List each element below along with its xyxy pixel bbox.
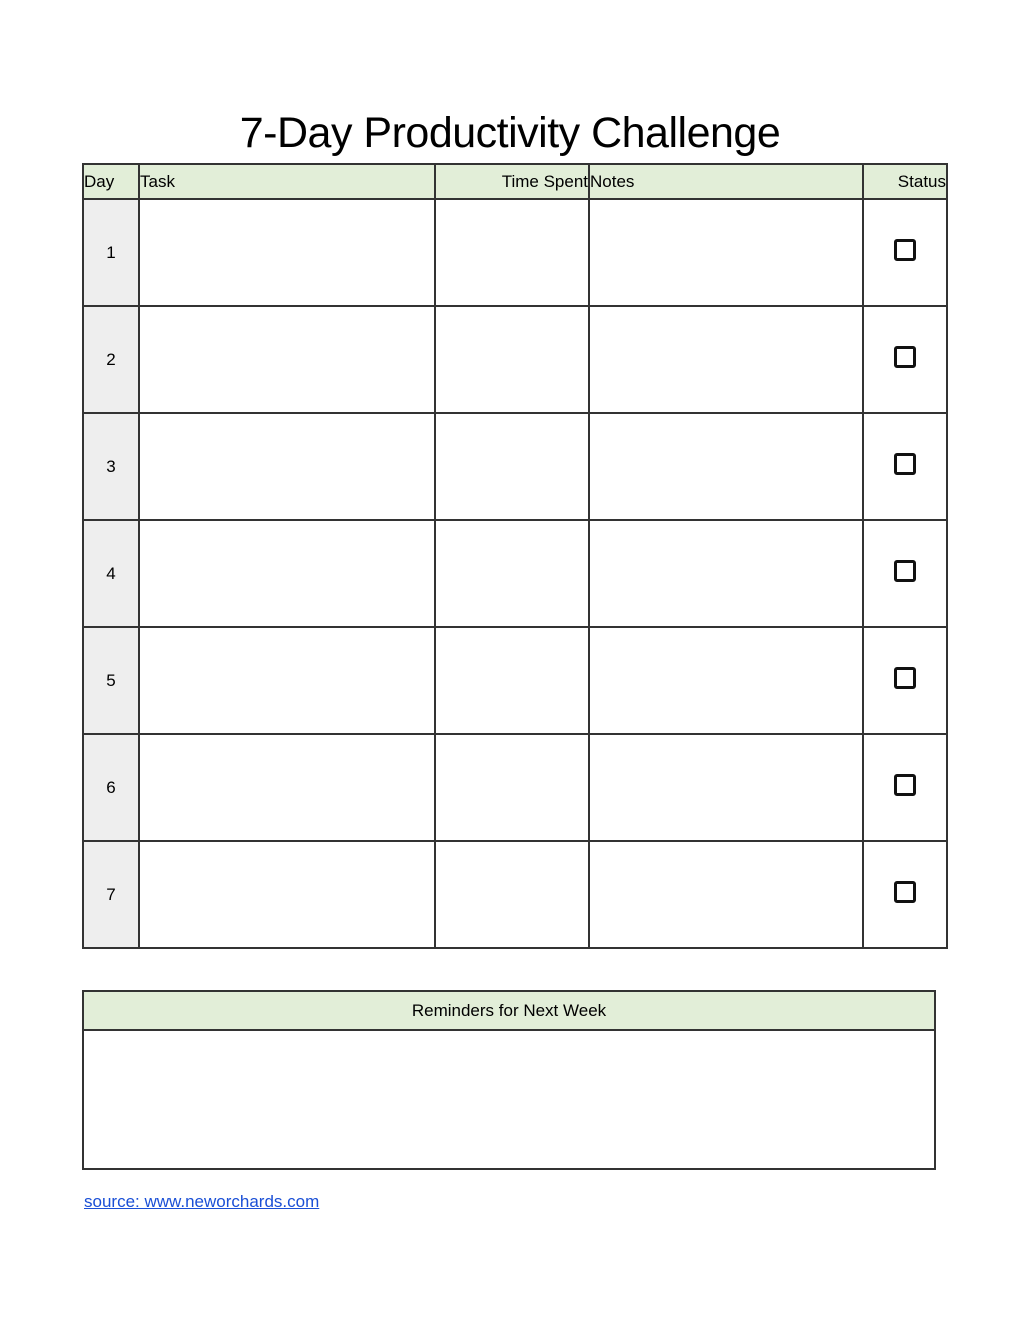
time-input-cell[interactable] <box>435 520 589 627</box>
column-header-day: Day <box>83 164 139 199</box>
reminders-header-row <box>83 991 935 1030</box>
column-header-status: Status <box>863 164 947 199</box>
day-number-cell: 6 <box>83 734 139 841</box>
checkbox-icon[interactable] <box>894 239 916 261</box>
checkbox-icon[interactable] <box>894 774 916 796</box>
notes-input-cell[interactable] <box>589 841 863 948</box>
status-cell[interactable] <box>863 306 947 413</box>
task-input-cell[interactable] <box>139 734 435 841</box>
table-row <box>83 841 947 948</box>
checkbox-icon[interactable] <box>894 881 916 903</box>
column-header-notes: Notes <box>589 164 863 199</box>
table-row <box>83 627 947 734</box>
notes-input-cell[interactable] <box>589 627 863 734</box>
task-input-cell[interactable] <box>139 841 435 948</box>
page-title: 7-Day Productivity Challenge <box>239 108 781 157</box>
task-input-cell[interactable] <box>139 306 435 413</box>
time-input-cell[interactable] <box>435 413 589 520</box>
table-row <box>83 199 947 306</box>
reminders-row <box>83 1030 935 1169</box>
checkbox-icon[interactable] <box>894 667 916 689</box>
table-row <box>83 413 947 520</box>
reminders-input-area[interactable] <box>83 1030 935 1169</box>
table-header-row <box>83 164 947 199</box>
day-number-cell: 5 <box>83 627 139 734</box>
task-input-cell[interactable] <box>139 199 435 306</box>
time-input-cell[interactable] <box>435 841 589 948</box>
reminders-header <box>83 991 935 1030</box>
status-cell[interactable] <box>863 734 947 841</box>
reminders-section <box>82 990 936 1170</box>
column-header-task: Task <box>139 164 435 199</box>
checkbox-icon[interactable] <box>894 346 916 368</box>
task-input-cell[interactable] <box>139 627 435 734</box>
day-number-cell: 4 <box>83 520 139 627</box>
time-input-cell[interactable] <box>435 199 589 306</box>
source-link[interactable]: source: www.neworchards.com <box>84 1192 320 1211</box>
time-input-cell[interactable] <box>435 627 589 734</box>
checkbox-icon[interactable] <box>894 453 916 475</box>
status-cell[interactable] <box>863 520 947 627</box>
reminders-body <box>83 1030 935 1169</box>
status-cell[interactable] <box>863 627 947 734</box>
time-input-cell[interactable] <box>435 306 589 413</box>
status-cell[interactable] <box>863 841 947 948</box>
day-number-cell: 7 <box>83 841 139 948</box>
task-input-cell[interactable] <box>139 520 435 627</box>
table-row <box>83 306 947 413</box>
notes-input-cell[interactable] <box>589 199 863 306</box>
column-header-time-spent: Time Spent <box>435 164 589 199</box>
notes-input-cell[interactable] <box>589 306 863 413</box>
checkbox-icon[interactable] <box>894 560 916 582</box>
notes-input-cell[interactable] <box>589 520 863 627</box>
reminders-title: Reminders for Next Week <box>83 991 935 1030</box>
day-number-cell: 2 <box>83 306 139 413</box>
status-cell[interactable] <box>863 199 947 306</box>
day-number-cell: 3 <box>83 413 139 520</box>
time-input-cell[interactable] <box>435 734 589 841</box>
day-number-cell: 1 <box>83 199 139 306</box>
table-row <box>83 520 947 627</box>
notes-input-cell[interactable] <box>589 413 863 520</box>
productivity-table <box>82 163 948 949</box>
table-row <box>83 734 947 841</box>
table-header <box>83 164 947 199</box>
notes-input-cell[interactable] <box>589 734 863 841</box>
task-input-cell[interactable] <box>139 413 435 520</box>
table-body <box>83 199 947 948</box>
status-cell[interactable] <box>863 413 947 520</box>
